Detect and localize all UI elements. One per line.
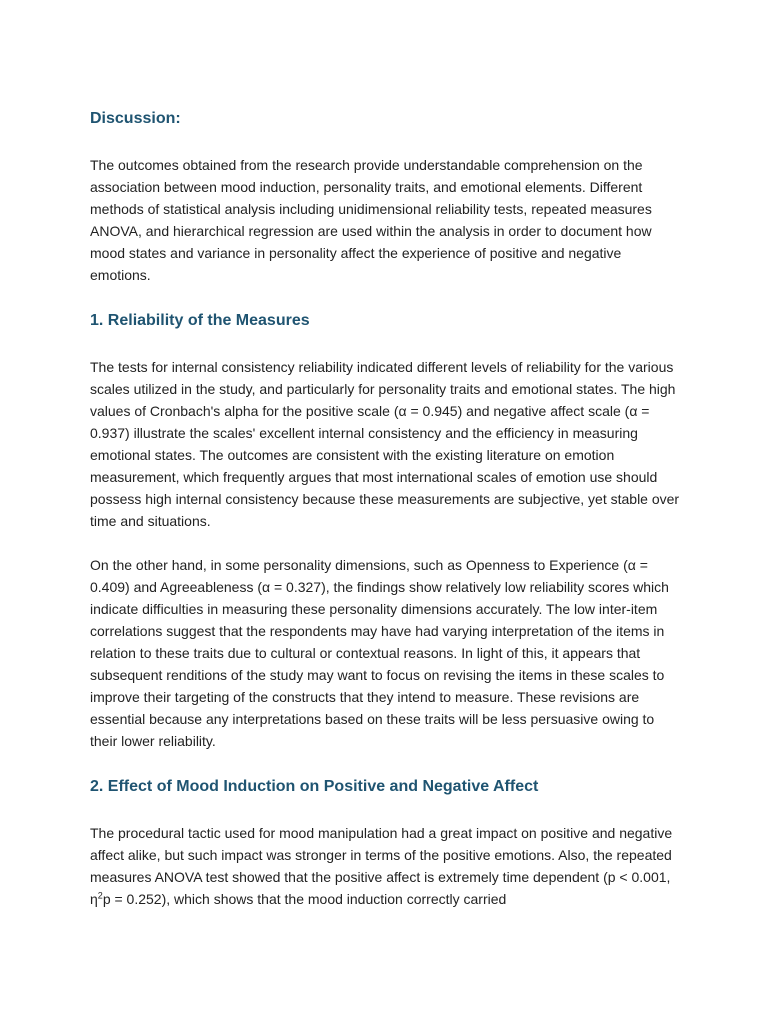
mood-induction-paragraph-1 bbox=[90, 822, 682, 910]
mood-paragraph-text-b: p = 0.252), which shows that the mood induction correctly carried bbox=[102, 891, 507, 907]
document-page bbox=[90, 108, 682, 910]
intro-paragraph: The outcomes obtained from the research provide understandable comprehension on the association between mood induction, personality traits, and emotional elements. Different methods of statistical analysis including unidimensional reliability tests, repeated measures ANOVA, and hierarchical regression are used within the analysis in order to document how mood states and variance in personality affect the experience of positive and negative emotions. bbox=[90, 157, 652, 283]
reliability-paragraph-1: The tests for internal consistency reliability indicated different levels of reliability for the various scales utilized in the study, and particularly for personality traits and emotional states. The high values of Cronbach's alpha for the positive scale (α = 0.945) and negative affect scale (α = 0.937) illustrate the scales' excellent internal consistency and the efficiency in measuring emotional states. The outcomes are consistent with the existing literature on emotion measurement, which frequently argues that most international scales of emotion use should possess high internal consistency because these measurements are subjective, yet stable over time and situations. bbox=[90, 359, 680, 529]
reliability-paragraph-2: On the other hand, in some personality dimensions, such as Openness to Experience (α = 0.409) and Agreeableness (α = 0.327), the findings show relatively low reliability scores which indicate difficulties in measuring these personality dimensions accurately. The low inter-item correlations suggest that the respondents may have had varying interpretation of the items in relation to these traits due to cultural or contextual reasons. In light of this, it appears that subsequent renditions of the study may want to focus on revising the items in these scales to improve their targeting of the constructs that they intend to measure. These revisions are essential because any interpretations based on these traits will be less persuasive owing to their lower reliability. bbox=[90, 557, 669, 749]
reliability-heading: 1. Reliability of the Measures bbox=[90, 312, 310, 329]
mood-paragraph-text-a: The procedural tactic used for mood manipulation had a great impact on positive and negative affect alike, but such impact was stronger in terms of the positive emotions. Also, the repeated measures ANOVA test showed that the positive affect is extremely time dependent (p < 0.001, η bbox=[90, 825, 673, 907]
discussion-heading: Discussion: bbox=[90, 110, 181, 127]
eta-squared-superscript: 2 bbox=[97, 890, 103, 901]
mood-induction-heading: 2. Effect of Mood Induction on Positive and Negative Affect bbox=[90, 778, 539, 795]
